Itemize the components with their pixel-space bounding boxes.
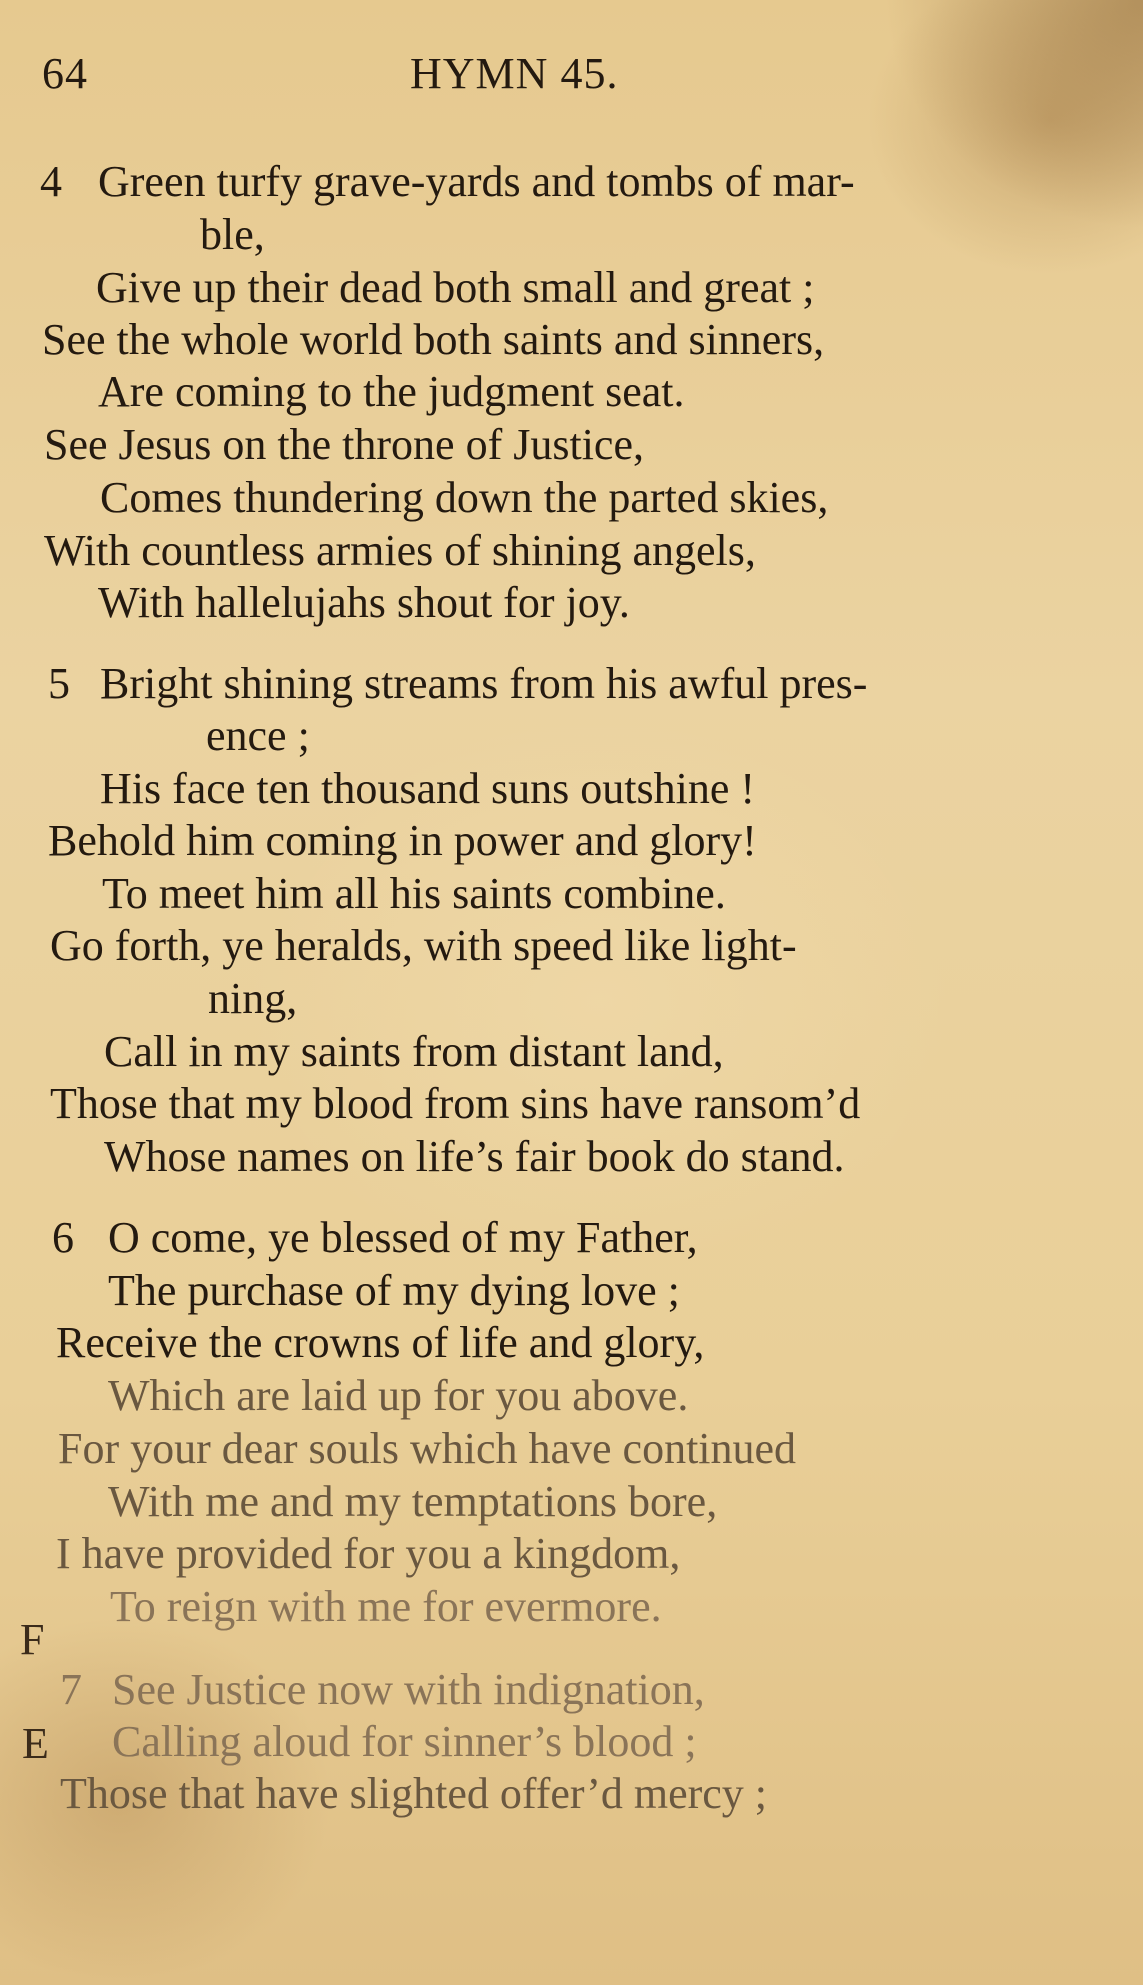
verse-number: 4	[40, 157, 62, 206]
verse-line: ning,	[208, 974, 298, 1023]
verse-number: 7	[60, 1665, 82, 1714]
verse-line: I have provided for you a kingdom,	[56, 1529, 681, 1578]
verse-line: To reign with me for evermore.	[110, 1582, 662, 1631]
verse-line: To meet him all his saints combine.	[102, 869, 726, 918]
verse-line: Are coming to the judgment seat.	[98, 367, 685, 416]
verse-line: The purchase of my dying love ;	[108, 1266, 680, 1315]
verse-line: With countless armies of shining angels,	[44, 526, 756, 575]
verse-line: Behold him coming in power and glory!	[48, 816, 757, 865]
verse-line: Call in my saints from distant land,	[104, 1027, 724, 1076]
verse-line: Which are laid up for you above.	[108, 1371, 689, 1420]
verse-line: Give up their dead both small and great ;	[96, 263, 815, 312]
verse-number: 6	[52, 1213, 74, 1262]
verse-line: Comes thundering down the parted skies,	[100, 473, 829, 522]
verse-line: See Jesus on the throne of Justice,	[44, 420, 644, 469]
verse-number: 5	[48, 659, 70, 708]
verse-line: Bright shining streams from his awful pres-	[100, 659, 868, 708]
verse-line: With me and my temptations bore,	[108, 1477, 718, 1526]
margin-fragment: E	[22, 1719, 49, 1768]
verse-line: See the whole world both saints and sinners,	[42, 315, 825, 364]
verse-line: Whose names on life’s fair book do stand.	[104, 1132, 845, 1181]
verse-line: Go forth, ye heralds, with speed like light-	[50, 921, 797, 970]
verse-line: O come, ye blessed of my Father,	[108, 1213, 698, 1262]
verse-line: Calling aloud for sinner’s blood ;	[112, 1717, 697, 1766]
verse-line: ble,	[200, 210, 265, 259]
verse-line: ence ;	[206, 711, 310, 760]
verse-line: Those that have slighted offer’d mercy ;	[60, 1769, 768, 1818]
verse-line: Green turfy grave-yards and tombs of mar-	[98, 157, 855, 206]
verse-line: His face ten thousand suns outshine !	[100, 764, 755, 813]
verse-line: With hallelujahs shout for joy.	[98, 578, 630, 627]
page-stain	[883, 0, 1143, 230]
verse-line: For your dear souls which have continued	[58, 1424, 797, 1473]
hymn-title: HYMN 45.	[410, 49, 619, 98]
verse-line: Receive the crowns of life and glory,	[56, 1318, 705, 1367]
verse-line: See Justice now with indignation,	[112, 1665, 705, 1714]
page-number: 64	[42, 49, 88, 98]
margin-fragment: F	[20, 1615, 45, 1664]
verse-line: Those that my blood from sins have ransom’d	[50, 1079, 861, 1128]
